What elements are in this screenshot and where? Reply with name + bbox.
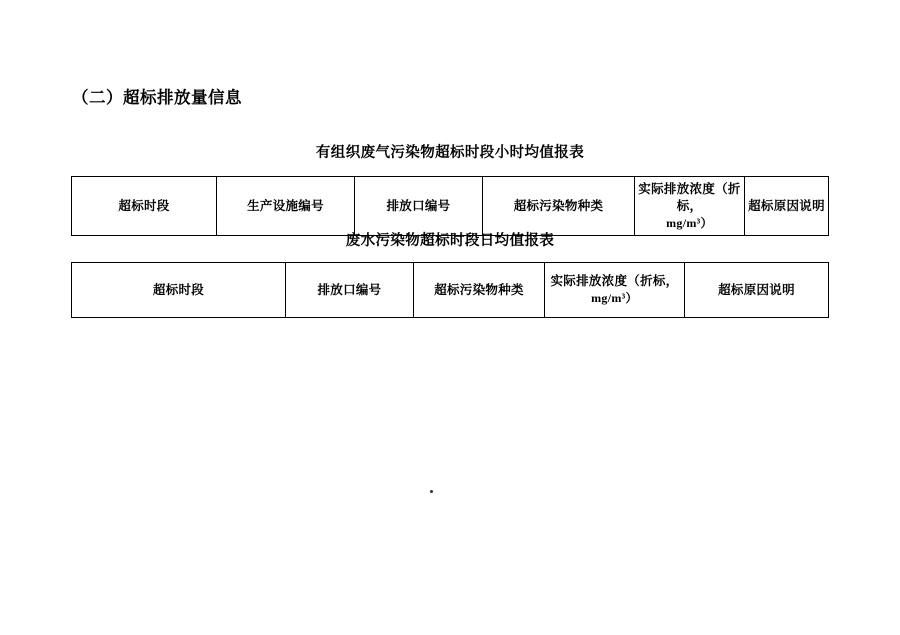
table-water-exceedance-daily	[71, 262, 829, 318]
column-header-actual-concentration-unit: mg/m³）	[591, 291, 638, 306]
column-header-period: 超标时段	[72, 263, 286, 318]
column-header-pollutant-type: 超标污染物种类	[414, 263, 545, 318]
column-header-actual-concentration-label: 实际排放浓度（折标，	[550, 274, 679, 289]
page-mark-dot	[430, 490, 433, 493]
table-header-row	[72, 263, 829, 318]
column-header-reason: 超标原因说明	[685, 263, 829, 318]
column-header-actual-concentration-label: 实际排放浓度（折标，	[638, 182, 741, 213]
column-header-actual-concentration	[545, 263, 685, 318]
table-air-exceedance-hourly	[71, 176, 829, 236]
section-heading: （二）超标排放量信息	[72, 88, 242, 107]
column-header-actual-concentration-unit: mg/m³）	[666, 215, 713, 230]
column-header-outlet-code: 排放口编号	[355, 177, 483, 236]
table-header-row	[72, 177, 829, 236]
column-header-actual-concentration	[635, 177, 745, 236]
table-title-air: 有组织废气污染物超标时段小时均值报表	[315, 145, 585, 161]
column-header-facility-code: 生产设施编号	[217, 177, 355, 236]
column-header-period: 超标时段	[72, 177, 217, 236]
column-header-pollutant-type: 超标污染物种类	[483, 177, 635, 236]
column-header-reason: 超标原因说明	[745, 177, 829, 236]
column-header-outlet-code: 排放口编号	[286, 263, 414, 318]
table-title-water: 废水污染物超标时段日均值报表	[345, 233, 555, 249]
